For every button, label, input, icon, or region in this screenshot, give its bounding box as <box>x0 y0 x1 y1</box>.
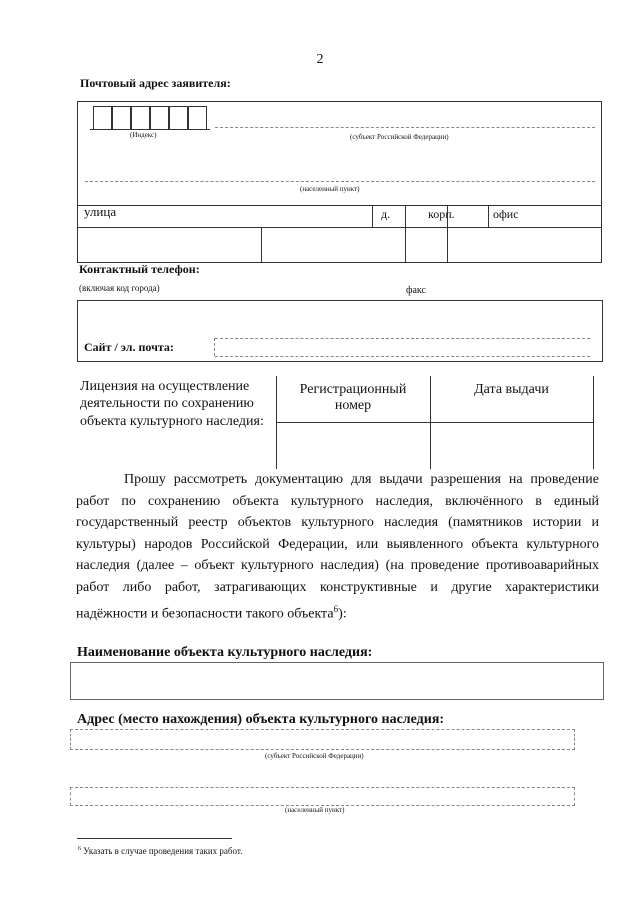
object-settlement-input[interactable] <box>70 787 575 806</box>
footnote <box>78 846 242 856</box>
office-label: офис <box>493 207 519 221</box>
phone-input[interactable] <box>78 301 600 325</box>
object-subject-input[interactable] <box>70 729 575 750</box>
index-hint: (Индекс) <box>130 131 157 139</box>
address-frame-left <box>77 101 78 263</box>
house-input[interactable] <box>264 229 402 261</box>
phone-label: Контактный телефон: <box>79 262 200 276</box>
house-label: д. <box>381 207 391 221</box>
phone-hint: (включая код города) <box>79 283 160 293</box>
office-divider <box>488 205 489 227</box>
street-input[interactable] <box>79 229 259 261</box>
request-paragraph: Прошу рассмотреть документацию для выдачи разрешения на проведение работ по сохранению объекта культурного наследия, включённого в единый государственный реестр объектов культурного наследия (памятников истории и культуры) народов Российской Федерации, или выявленного объекта культурного наследия (далее – объект культурного наследия) (на проведение противоаварийных работ либо работ, затрагивающих конструктивные и другие характеристики надёжности и безопасности такого объекта$^6$): <box>76 472 599 622</box>
page-number: 2 <box>316 52 324 67</box>
reg-number-input[interactable] <box>278 424 428 468</box>
license-label: Лицензия на осуществление деятельности по сохранению объекта культурного наследия: <box>80 379 264 429</box>
street-divider <box>372 205 373 227</box>
building-divider <box>447 205 448 263</box>
object-name-input[interactable] <box>70 662 604 700</box>
street-input-divider <box>261 227 262 263</box>
issue-date-input[interactable] <box>432 424 591 468</box>
object-name-heading: Наименование объекта культурного наследия: <box>77 645 373 660</box>
address-frame-right <box>601 101 602 263</box>
street-row-top <box>77 205 602 206</box>
house-divider <box>405 205 406 263</box>
footnote-separator <box>77 838 232 839</box>
building-input[interactable] <box>408 229 445 261</box>
street-label: улица <box>84 204 117 219</box>
footnote-ref: 6 <box>333 603 339 614</box>
object-settlement-hint: (населенный пункт) <box>285 806 345 814</box>
object-address-heading: Адрес (место нахождения) объекта культурного наследия: <box>77 712 445 727</box>
site-input[interactable] <box>215 356 590 357</box>
footnote-mark: 6 <box>78 846 81 852</box>
footnote-text: Указать в случае проведения таких работ. <box>83 846 243 856</box>
subject-hint: (субъект Российской Федерации) <box>350 133 449 141</box>
site-input-top <box>215 338 590 339</box>
settlement-input[interactable] <box>85 181 595 182</box>
building-label: корп. <box>428 207 455 221</box>
site-label: Сайт / эл. почта: <box>84 340 174 354</box>
issue-date-header: Дата выдачи <box>474 382 549 397</box>
street-row-bottom <box>77 227 602 228</box>
subject-input[interactable] <box>215 127 595 128</box>
object-subject-hint: (субъект Российской Федерации) <box>265 752 364 760</box>
fax-label: факс <box>406 285 426 296</box>
office-input[interactable] <box>450 229 598 261</box>
settlement-hint: (населенный пункт) <box>300 185 360 193</box>
address-frame-top <box>77 101 602 102</box>
license-header-divider <box>276 422 594 423</box>
reg-number-header: Регистрационный номер <box>299 382 407 413</box>
applicant-address-heading: Почтовый адрес заявителя: <box>80 76 231 90</box>
site-input-left <box>214 338 215 356</box>
index-underline <box>90 129 210 130</box>
